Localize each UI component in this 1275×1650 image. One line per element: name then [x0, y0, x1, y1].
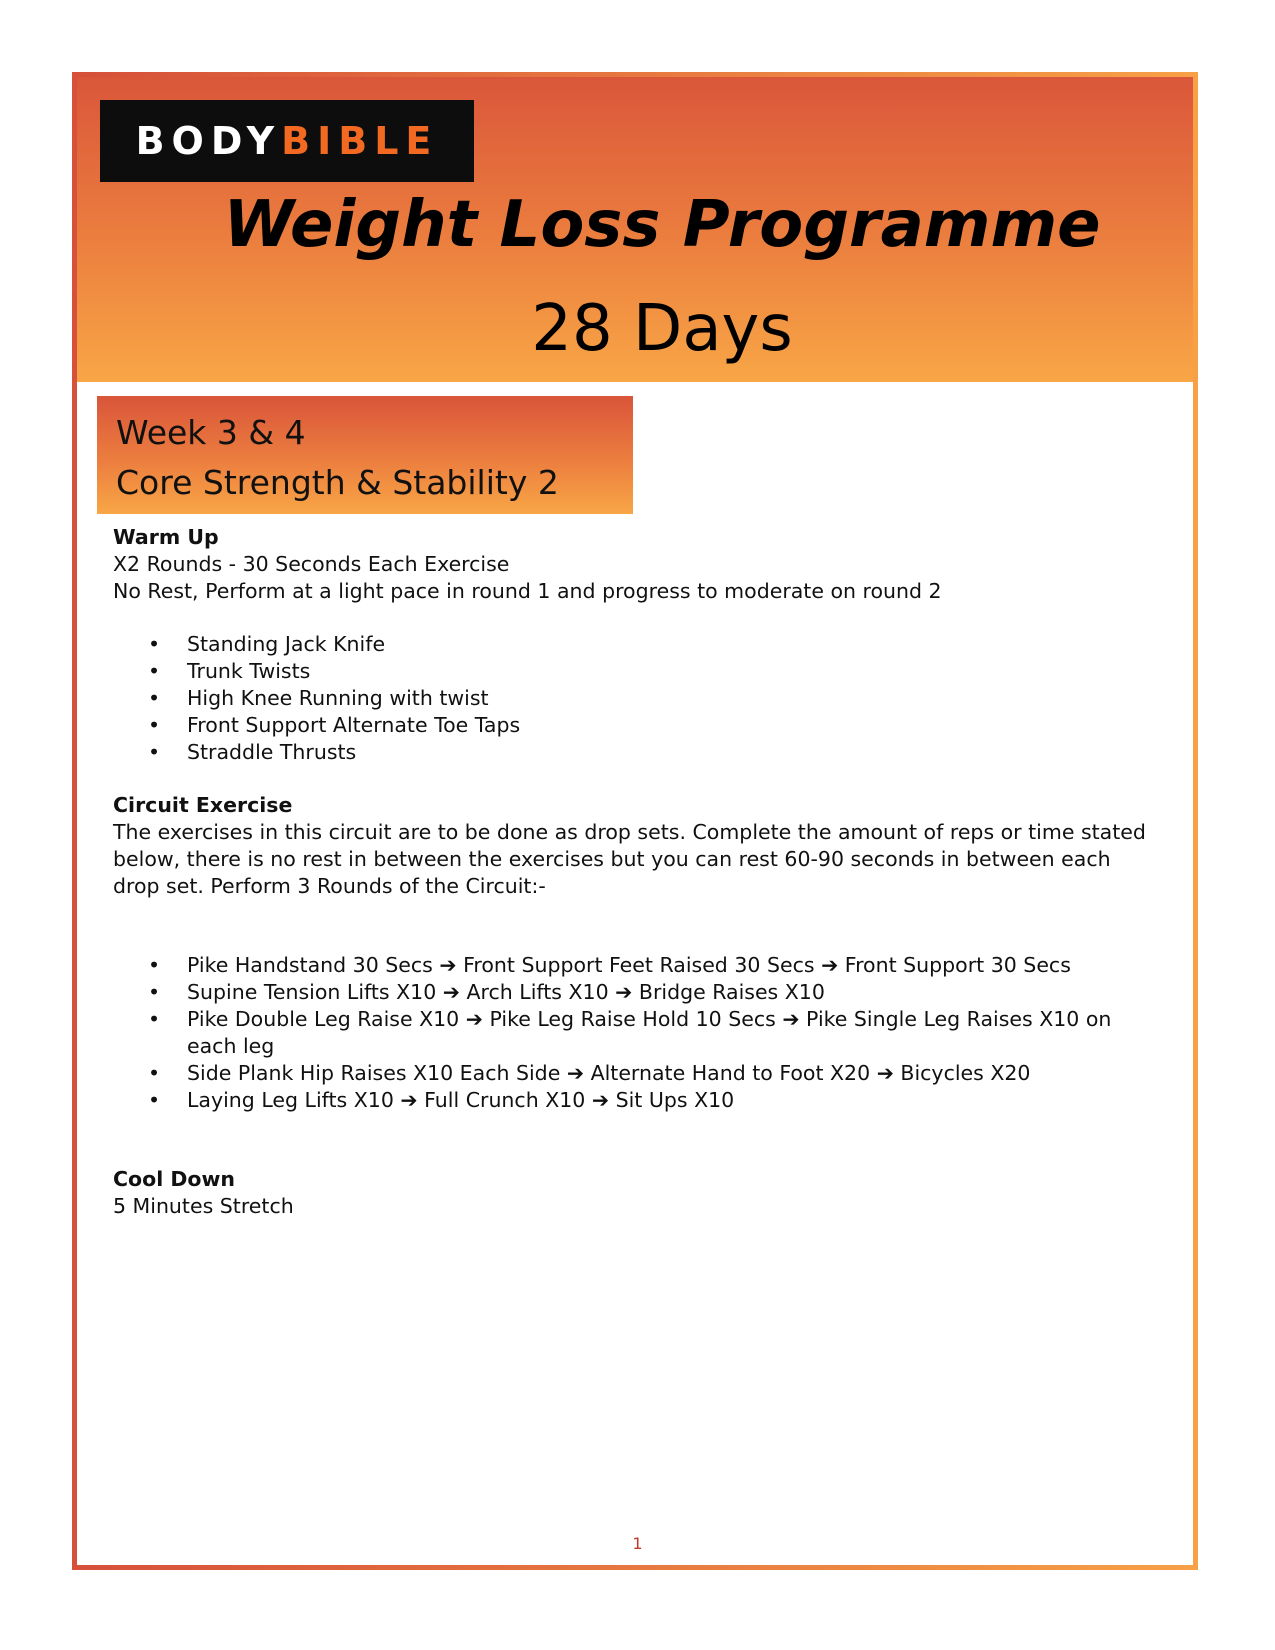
page-title: Weight Loss Programme: [223, 188, 1101, 262]
week-heading-box: [97, 396, 633, 514]
exercise: Bridge Raises X10: [638, 980, 825, 1004]
exercise: Pike Leg Raise Hold 10 Secs: [489, 1007, 776, 1031]
cooldown-instructions: 5 Minutes Stretch: [113, 1194, 294, 1218]
logo-text-bible: BIBLE: [281, 119, 439, 163]
warmup-list: [113, 631, 1153, 766]
list-item: [113, 1006, 1153, 1060]
arrow-right-icon: ➔: [566, 1061, 585, 1085]
list-item: [113, 979, 1153, 1006]
arrow-right-icon: ➔: [465, 1007, 483, 1031]
arrow-right-icon: ➔: [439, 953, 457, 977]
arrow-right-icon: ➔: [591, 1088, 610, 1112]
warmup-heading: Warm Up: [113, 525, 219, 549]
list-item: • Standing Jack Knife: [113, 631, 1153, 658]
week-label: Week 3 & 4: [116, 413, 306, 452]
exercise: Pike Handstand 30 Secs: [187, 953, 433, 977]
list-item: [113, 1087, 1153, 1114]
exercise: Front Support 30 Secs: [844, 953, 1071, 977]
session-title: Core Strength & Stability 2: [116, 463, 559, 502]
list-item: • High Knee Running with twist: [113, 685, 1153, 712]
list-item: • Front Support Alternate Toe Taps: [113, 712, 1153, 739]
arrow-right-icon: ➔: [782, 1007, 800, 1031]
logo-text-body: BODY: [135, 119, 282, 163]
page-subtitle: 28 Days: [531, 292, 793, 366]
arrow-right-icon: ➔: [821, 953, 839, 977]
exercise: Bicycles X20: [900, 1061, 1031, 1085]
list-item: • Trunk Twists: [113, 658, 1153, 685]
list-item: [113, 1060, 1153, 1087]
exercise: Alternate Hand to Foot X20: [590, 1061, 871, 1085]
exercise: Supine Tension Lifts X10: [187, 980, 437, 1004]
exercise: Front Support Feet Raised 30 Secs: [463, 953, 815, 977]
arrow-right-icon: ➔: [876, 1061, 894, 1085]
exercise: Laying Leg Lifts X10: [187, 1088, 394, 1112]
page-number: 1: [632, 1534, 643, 1553]
warmup-rounds: X2 Rounds - 30 Seconds Each Exercise: [113, 552, 510, 576]
exercise: Sit Ups X10: [615, 1088, 735, 1112]
list-item: [113, 952, 1153, 979]
circuit-list: [113, 952, 1153, 1114]
arrow-right-icon: ➔: [400, 1088, 418, 1112]
exercise: Full Crunch X10: [424, 1088, 586, 1112]
bodybible-logo: [100, 100, 474, 182]
circuit-heading: Circuit Exercise: [113, 793, 293, 817]
exercise: Pike Single Leg Raises X10 on each leg: [187, 1007, 1112, 1058]
arrow-right-icon: ➔: [442, 980, 460, 1004]
exercise: Arch Lifts X10: [466, 980, 609, 1004]
exercise: Side Plank Hip Raises X10 Each Side: [187, 1061, 561, 1085]
list-item: • Straddle Thrusts: [113, 739, 1153, 766]
main-content: [113, 524, 1153, 1220]
arrow-right-icon: ➔: [615, 980, 633, 1004]
exercise: Pike Double Leg Raise X10: [187, 1007, 460, 1031]
circuit-description: The exercises in this circuit are to be done as drop sets. Complete the amount of reps or time stated below, there is no rest in between the exercises but you can rest 60-90 seconds in between each drop set. Perform 3 Rounds of the Circuit:-: [113, 820, 1146, 898]
cooldown-heading: Cool Down: [113, 1167, 236, 1191]
warmup-instructions: No Rest, Perform at a light pace in round 1 and progress to moderate on round 2: [113, 579, 942, 603]
